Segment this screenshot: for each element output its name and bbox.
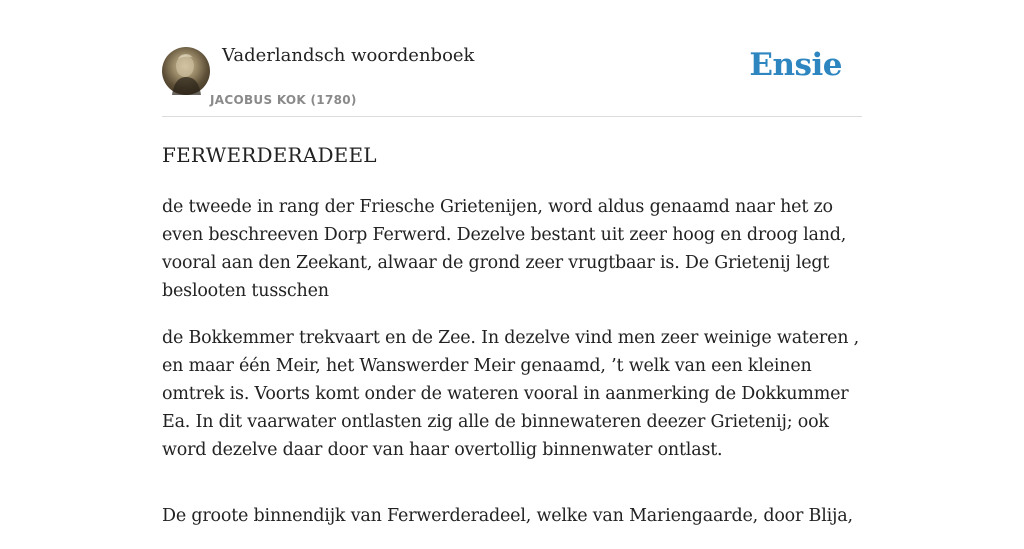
author-avatar[interactable]: [162, 47, 210, 95]
entry-paragraph: de Bokkemmer trekvaart en de Zee. In dezelve vind men zeer weinige wateren , en maar één Meir, het Wanswerder Meir genaamd, ’t welk van een kleinen omtrek is. Voorts komt onder de wateren vooral in aanmerking de Dokkummer Ea. In dit vaarwater ontlasten zig alle de binnewateren deezer Grietenij; ook word dezelve daar door van haar overtollig binnenwater ontlast.: [162, 328, 860, 460]
book-author: JACOBUS KOK (1780): [210, 93, 357, 107]
entry-title: FERWERDERADEEL: [162, 143, 377, 167]
book-title[interactable]: Vaderlandsch woordenboek: [222, 45, 475, 66]
portrait-icon: [162, 47, 210, 95]
entry-content: [162, 140, 862, 549]
ensie-logo[interactable]: Ensie: [749, 47, 842, 83]
entry-paragraph: de tweede in rang der Friesche Grietenijen, word aldus genaamd naar het zo even beschreeven Dorp Ferwerd. Dezelve bestant uit zeer hoog en droog land, vooral aan den Zeekant, alwaar de grond zeer vrugtbaar is. De Grietenij legt beslooten tusschen: [162, 197, 847, 301]
header: [162, 0, 862, 117]
entry-paragraph: De groote binnendijk van Ferwerderadeel, welke van Mariengaarde, door Blija,: [162, 506, 853, 526]
